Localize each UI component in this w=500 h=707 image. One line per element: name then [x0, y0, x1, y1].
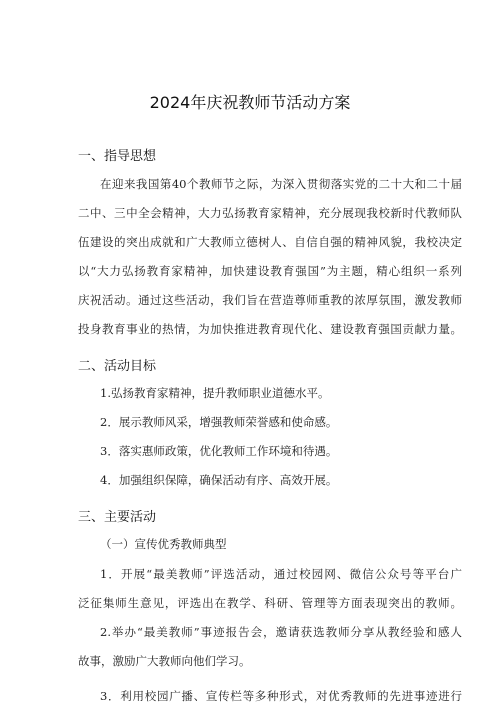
- paragraph-line: 投身教育事业的热情，为加快推进教育现代化、建设教育强国贡献力量。: [78, 322, 462, 336]
- list-item: 1.弘扬教育家精神，提升教师职业道德水平。: [100, 386, 330, 400]
- paragraph-line: 以“大力弘扬教育家精神，加快建设教育强国”为主题，精心组织一系列: [78, 264, 462, 278]
- paragraph-line: 2.举办“最美教师”事迹报告会，邀请获选教师分享从教经验和感人: [100, 625, 462, 639]
- list-item: 3．落实惠师政策，优化教师工作环境和待遇。: [100, 444, 338, 458]
- section-heading-activity-goals: 二、活动目标: [78, 359, 157, 374]
- document-title: 2024年庆祝教师节活动方案: [149, 93, 351, 112]
- subsection-heading: （一）宣传优秀教师典型: [100, 537, 227, 551]
- paragraph-line: 庆祝活动。通过这些活动，我们旨在营造尊师重教的浓厚氛围，激发教师: [78, 293, 462, 307]
- list-item: 4．加强组织保障，确保活动有序、高效开展。: [100, 473, 338, 487]
- paragraph-line: 在迎来我国第40个教师节之际，为深入贯彻落实党的二十大和二十届: [100, 177, 462, 191]
- paragraph-line: 泛征集师生意见，评选出在教学、科研、管理等方面表现突出的教师。: [78, 596, 462, 610]
- paragraph-line: 伍建设的突出成就和广大教师立德树人、自信自强的精神风貌，我校决定: [78, 235, 462, 249]
- list-item: 2．展示教师风采，增强教师荣誉感和使命感。: [100, 415, 338, 429]
- section-heading-guiding-ideology: 一、指导思想: [78, 149, 157, 164]
- paragraph-line: 3．利用校园广播、宣传栏等多种形式，对优秀教师的先进事迹进行: [100, 689, 462, 703]
- paragraph-line: 二中、三中全会精神，大力弘扬教育家精神，充分展现我校新时代教师队: [78, 206, 462, 220]
- section-heading-main-activities: 三、主要活动: [78, 510, 157, 525]
- paragraph-line: 1．开展“最美教师”评选活动，通过校园网、微信公众号等平台广: [100, 567, 462, 581]
- paragraph-line: 故事，激励广大教师向他们学习。: [78, 654, 251, 668]
